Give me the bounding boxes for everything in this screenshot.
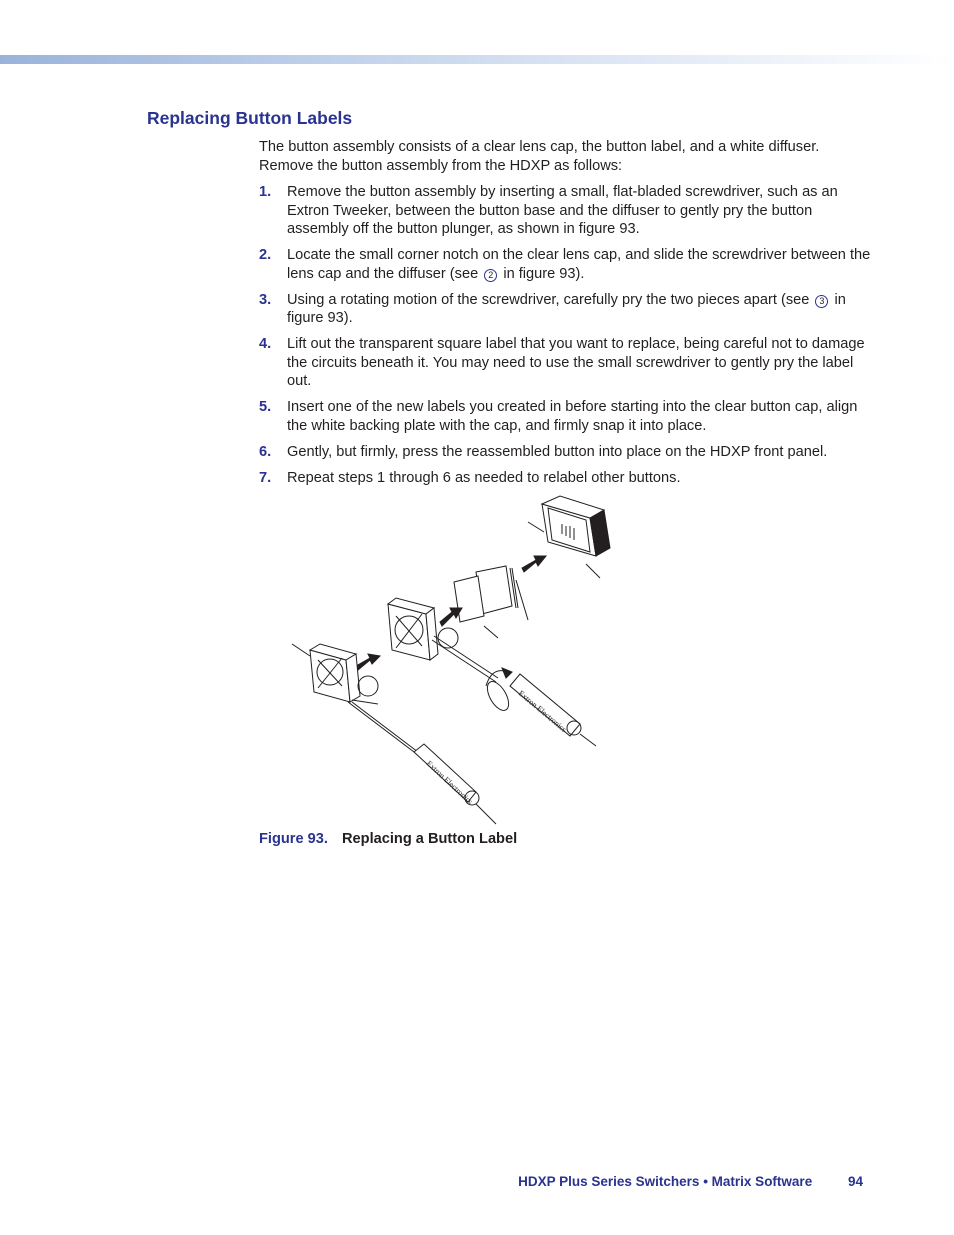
step-number: 6. [259, 443, 272, 460]
step-item [259, 443, 871, 462]
step-text: Repeat steps 1 through 6 as needed to relabel other buttons. [287, 469, 681, 486]
step-text-end: in figure 93). [503, 265, 585, 282]
step-text: Locate the small corner notch on the clear lens cap, and slide the screwdriver between the lens cap and the diffuser (see [287, 247, 871, 282]
callout-2-icon: 2 [484, 269, 497, 282]
step-number: 4. [259, 336, 272, 352]
screwdriver-label-front: Extron Electronics [424, 758, 475, 807]
callout-1-circle [358, 676, 378, 696]
step-item [259, 291, 871, 328]
step-number: 2. [259, 247, 272, 263]
screwdriver-front-illustration [348, 702, 496, 824]
step-item [259, 183, 871, 239]
header-gradient-bar [0, 55, 954, 64]
figure-number: Figure 93. [259, 831, 328, 847]
callout-3-icon: 3 [815, 295, 828, 308]
button-label-figure [280, 490, 640, 830]
step-item [259, 469, 871, 488]
step-item [259, 335, 871, 391]
page-number: 94 [847, 1174, 863, 1189]
step-item [259, 246, 871, 283]
intro-paragraph: The button assembly consists of a clear lens cap, the button label, and a white diffuser. Remove the button assembly from the HDXP as follows: [259, 139, 820, 174]
step-text: Insert one of the new labels you created in before starting into the clear button cap, align the white backing plate with the cap, and firmly snap it into place. [287, 399, 858, 434]
step-text: Lift out the transparent square label that you want to replace, being careful not to damage the circuits beneath it. You may need to use the small screwdriver to gently pry the label out. [287, 336, 865, 389]
arrow-2-icon [440, 608, 462, 626]
figure-caption [259, 831, 517, 847]
step-text: Remove the button assembly by inserting a small, flat-bladed screwdriver, such as an Extron Tweeker, between the button base and the diffuser to gently pry the button assembly off the button plunger, as shown in figure 93. [287, 184, 838, 237]
figure-title: Replacing a Button Label [342, 831, 518, 847]
step-number: 7. [259, 469, 272, 486]
step-text-end: in figure 93). [287, 291, 846, 326]
footer-title: HDXP Plus Series Switchers • Matrix Software [518, 1174, 813, 1189]
step-text: Using a rotating motion of the screwdriver, carefully pry the two pieces apart (see [287, 291, 810, 308]
step-number: 5. [259, 399, 272, 415]
screwdriver-label-rotating: Extron Electronics [516, 688, 569, 734]
button-base-illustration [528, 496, 610, 578]
step-text: Gently, but firmly, press the reassembled button into place on the HDXP front panel. [287, 443, 828, 460]
arrow-3-icon [522, 556, 546, 572]
step-number: 3. [259, 291, 272, 308]
step-item [259, 398, 871, 435]
page-footer [518, 1174, 863, 1189]
section-title: Replacing Button Labels [147, 108, 353, 128]
steps-list [259, 183, 871, 495]
diffuser-illustration [454, 566, 528, 638]
screwdriver-rotating-illustration [432, 636, 596, 746]
arrow-1-icon [356, 654, 380, 670]
step-number: 1. [259, 184, 272, 200]
lens-cap-front-illustration [292, 644, 378, 704]
